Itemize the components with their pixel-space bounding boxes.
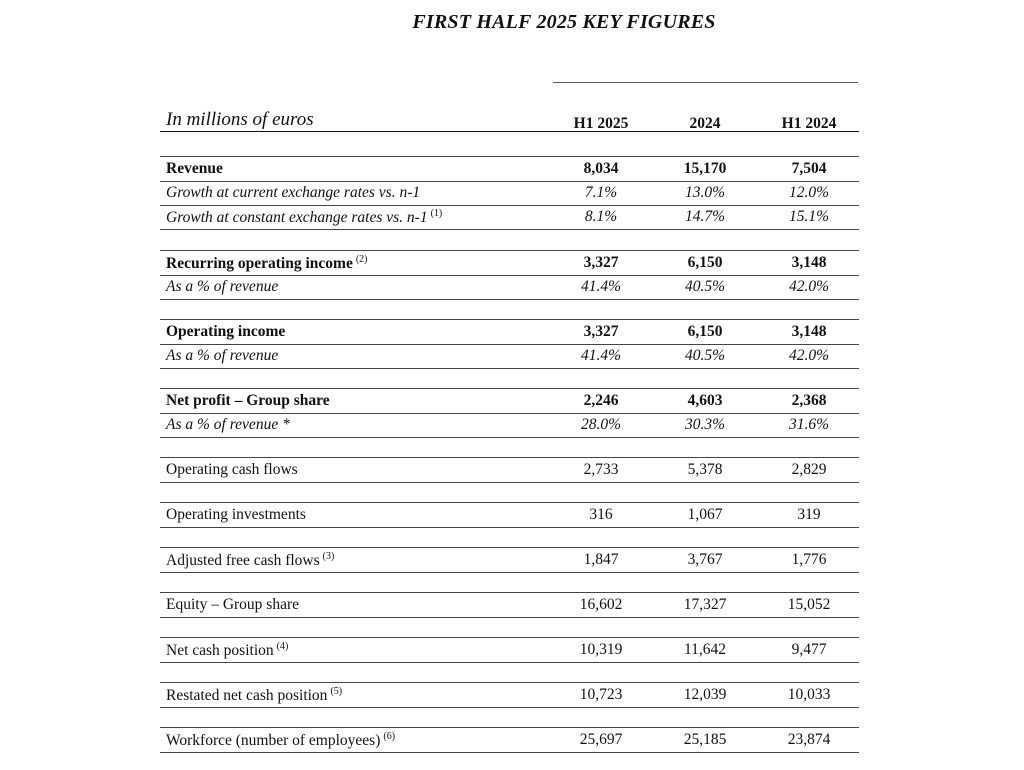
table-row	[160, 593, 859, 618]
row-label	[166, 184, 420, 202]
table-block	[160, 502, 859, 527]
table-cell: 3,327	[583, 254, 619, 271]
table-cell: 12.0%	[788, 184, 830, 201]
table-block	[160, 319, 859, 368]
table-cell: 16,602	[579, 596, 623, 613]
table-cell: 15,052	[787, 596, 831, 613]
row-label-text: Net cash position	[166, 642, 274, 659]
row-label	[166, 686, 342, 705]
table-row	[160, 157, 859, 182]
column-header-2024: 2024	[689, 115, 721, 132]
footnote-ref: (4)	[276, 641, 289, 652]
row-label-text: Growth at current exchange rates vs. n-1	[166, 184, 421, 201]
table-block	[160, 547, 859, 572]
row-label	[166, 323, 285, 341]
table-cell: 15,170	[683, 160, 727, 177]
table-row	[160, 320, 859, 345]
table-block	[160, 682, 859, 707]
row-label-text: Operating income	[166, 323, 286, 340]
table-block	[160, 592, 859, 617]
table-cell: 28.0%	[580, 416, 622, 433]
table-row	[160, 638, 859, 663]
footnote-ref: (1)	[430, 208, 443, 219]
table-block	[160, 457, 859, 482]
row-label-text: As a % of revenue *	[166, 416, 290, 433]
table-cell: 41.4%	[580, 347, 622, 364]
table-row	[160, 251, 859, 276]
table-cell: 2,733	[583, 461, 619, 478]
footnote-ref: (5)	[330, 686, 343, 697]
page-title: FIRST HALF 2025 KEY FIGURES	[412, 11, 716, 33]
row-label	[166, 278, 278, 296]
footnote-ref: (2)	[355, 254, 368, 265]
table-cell: 10,319	[579, 641, 623, 658]
row-label-text: As a % of revenue	[166, 347, 279, 364]
row-label-text: Growth at constant exchange rates vs. n-1	[166, 209, 428, 226]
row-label	[166, 208, 442, 227]
table-row	[160, 503, 859, 528]
row-label-text: As a % of revenue	[166, 278, 279, 295]
table-cell: 2,368	[791, 392, 827, 409]
table-row	[160, 344, 859, 369]
column-header-h1-2024: H1 2024	[781, 115, 837, 132]
row-label-text: Net profit – Group share	[166, 392, 330, 409]
table-cell: 8,034	[583, 160, 619, 177]
row-label	[166, 416, 290, 434]
table-cell: 1,776	[791, 551, 827, 568]
row-label	[166, 461, 298, 479]
table-cell: 15.1%	[788, 208, 830, 225]
table-cell: 7,504	[791, 160, 827, 177]
table-cell: 25,697	[579, 731, 623, 748]
table-cell: 3,148	[791, 323, 827, 340]
table-cell: 13.0%	[684, 184, 726, 201]
row-label-text: Adjusted free cash flows	[166, 552, 320, 569]
table-row	[160, 548, 859, 573]
table-cell: 5,378	[687, 461, 723, 478]
row-label-text: Restated net cash position	[166, 687, 328, 704]
row-label	[166, 551, 334, 570]
row-label	[166, 506, 306, 524]
table-cell: 2,246	[583, 392, 619, 409]
table-cell: 6,150	[687, 323, 723, 340]
table-header	[160, 109, 859, 132]
table-cell: 10,033	[787, 686, 831, 703]
table-cell: 8.1%	[584, 208, 618, 225]
table-cell: 9,477	[791, 641, 827, 658]
table-cell: 41.4%	[580, 278, 622, 295]
table-row	[160, 181, 859, 206]
table-cell: 1,067	[687, 506, 723, 523]
table-row	[160, 389, 859, 414]
table-cell: 12,039	[683, 686, 727, 703]
top-rule	[553, 82, 858, 83]
table-cell: 42.0%	[788, 347, 830, 364]
table-cell: 30.3%	[684, 416, 726, 433]
table-cell: 3,327	[583, 323, 619, 340]
row-label	[166, 347, 278, 365]
table-row	[160, 458, 859, 483]
table-cell: 42.0%	[788, 278, 830, 295]
table-block	[160, 637, 859, 662]
table-cell: 23,874	[787, 731, 831, 748]
table-block	[160, 156, 859, 229]
column-header-h1-2025: H1 2025	[573, 115, 629, 132]
footnote-ref: (3)	[322, 551, 335, 562]
row-label	[166, 160, 223, 178]
table-cell: 2,829	[791, 461, 827, 478]
table-cell: 319	[797, 506, 821, 523]
table-cell: 6,150	[687, 254, 723, 271]
row-label	[166, 731, 395, 750]
row-label	[166, 596, 299, 614]
row-label-text: Recurring operating income	[166, 255, 353, 272]
table-row	[160, 683, 859, 708]
row-label	[166, 641, 288, 660]
table-cell: 4,603	[687, 392, 723, 409]
table-cell: 31.6%	[788, 416, 830, 433]
table-cell: 3,148	[791, 254, 827, 271]
table-cell: 10,723	[579, 686, 623, 703]
table-block	[160, 388, 859, 437]
row-label	[166, 254, 368, 273]
table-cell: 40.5%	[684, 347, 726, 364]
table-cell: 316	[589, 506, 613, 523]
row-label-text: Operating cash flows	[166, 461, 298, 478]
table-cell: 7.1%	[584, 184, 618, 201]
row-label-text: Revenue	[166, 160, 223, 177]
table-cell: 25,185	[683, 731, 727, 748]
table-block	[160, 250, 859, 299]
unit-label: In millions of euros	[166, 109, 314, 130]
table-row	[160, 275, 859, 300]
row-label-text: Workforce (number of employees)	[166, 732, 381, 749]
footnote-ref: (6)	[383, 731, 396, 742]
table-block	[160, 727, 859, 752]
table-row	[160, 728, 859, 753]
table-cell: 14.7%	[684, 208, 726, 225]
table-cell: 17,327	[683, 596, 727, 613]
table-cell: 3,767	[687, 551, 723, 568]
table-row	[160, 205, 859, 230]
table-cell: 40.5%	[684, 278, 726, 295]
row-label-text: Operating investments	[166, 506, 306, 523]
row-label	[166, 392, 330, 410]
row-label-text: Equity – Group share	[166, 596, 300, 613]
table-row	[160, 413, 859, 438]
table-cell: 11,642	[683, 641, 727, 658]
table-cell: 1,847	[583, 551, 619, 568]
